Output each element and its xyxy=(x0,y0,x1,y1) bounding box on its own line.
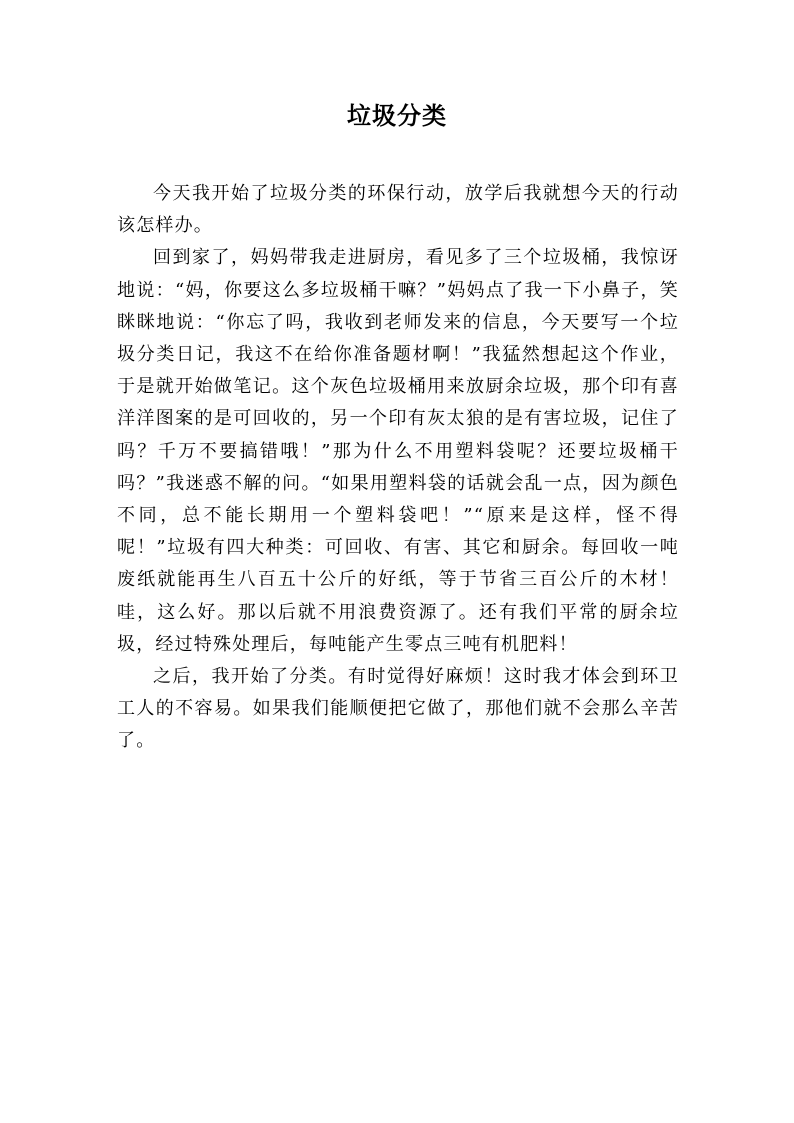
document-title: 垃圾分类 xyxy=(347,102,447,130)
paragraph-3: 之后，我开始了分类。有时觉得好麻烦！这时我才体会到环卫工人的不容易。如果我们能顺便把它做了，那他们就不会那么辛苦了。 xyxy=(117,666,679,752)
paragraph-1: 今天我开始了垃圾分类的环保行动，放学后我就想今天的行动该怎样办。 xyxy=(117,183,679,237)
document-body xyxy=(117,178,679,758)
paragraph-2: 回到家了，妈妈带我走进厨房，看见多了三个垃圾桶，我惊讶地说：“妈，你要这么多垃圾桶干嘛？”妈妈点了我一下小鼻子，笑眯眯地说：“你忘了吗，我收到老师发来的信息，今天要写一个垃圾分类日记，我这不在给你准备题材啊！”我猛然想起这个作业，于是就开始做笔记。这个灰色垃圾桶用来放厨余垃圾，那个印有喜洋洋图案的是可回收的，另一个印有灰太狼的是有害垃圾，记住了吗？千万不要搞错哦！”那为什么不用塑料袋呢？还要垃圾桶干吗？”我迷惑不解的问。“如果用塑料袋的话就会乱一点，因为颜色不同，总不能长期用一个塑料袋吧！”“原来是这样，怪不得呢！”垃圾有四大种类：可回收、有害、其它和厨余。每回收一吨废纸就能再生八百五十公斤的好纸，等于节省三百公斤的木材！哇，这么好。那以后就不用浪费资源了。还有我们平常的厨余垃圾，经过特殊处理后，每吨能产生零点三吨有机肥料！ xyxy=(117,247,679,655)
